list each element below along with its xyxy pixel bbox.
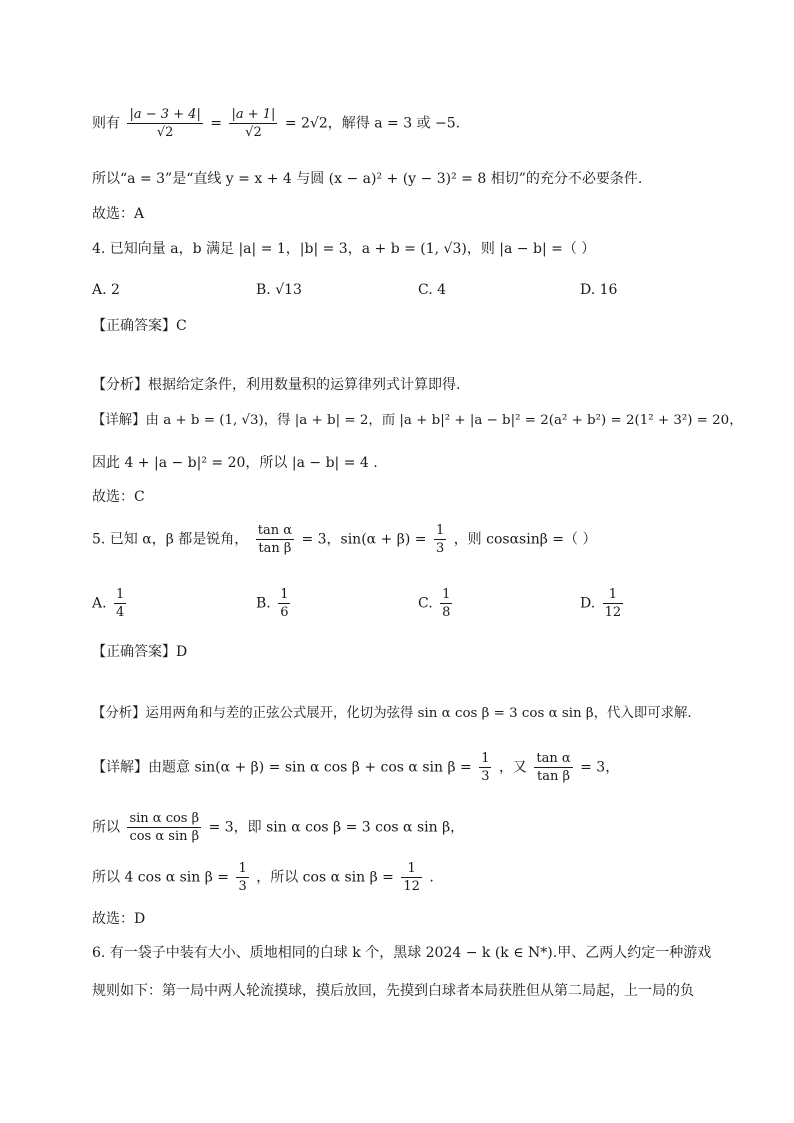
q5-choose: 故选：D	[92, 911, 146, 927]
q5-option-b: B. $\frac{1}{6}$	[256, 587, 289, 620]
q4-option-a: A. 2	[92, 282, 120, 298]
q6-line-1: 6. 有一袋子中装有大小、质地相同的白球 k 个，黑球 2024 − k (k ∈ N*).甲、乙两人约定一种游戏	[92, 945, 712, 961]
q4-answer: 【正确答案】C	[92, 318, 187, 334]
q4-option-b: B. √13	[256, 282, 302, 298]
q5-detail-3: 所以 4 cos α sin β = $\frac{1}{3}$ ，所以 cos α sin β = $\frac{1}{12}$ .	[92, 861, 434, 894]
q5-detail-2: 所以 $\frac{\text{sin α cos β}}{\text{cos α sin β}}$ = 3，即 sin α cos β = 3 cos α sin β，	[92, 811, 465, 844]
q5-answer: 【正确答案】D	[92, 644, 188, 660]
fraction: $\frac{|a - 3 + 4|}{√2}$	[129, 107, 201, 140]
q6-line-2: 规则如下：第一局中两人轮流摸球，摸后放回，先摸到白球者本局获胜但从第二局起，上一局的负	[92, 983, 694, 999]
q5-detail-1: 【详解】由题意 sin(α + β) = sin α cos β + cos α sin β = $\frac{1}{3}$ ，又 $\frac{\text{tan α}}{\text{tan β}}$ = 3，	[92, 751, 620, 784]
q5-option-c: C. $\frac{1}{8}$	[418, 587, 451, 620]
fraction: $\frac{|a + 1|}{√2}$	[231, 107, 276, 140]
fraction: $\frac{1}{3}$	[435, 523, 445, 556]
q3-choose: 故选：A	[92, 206, 145, 222]
q3-conclusion-line: 则有 $\frac{|a - 3 + 4|}{√2}$ = $\frac{|a + 1|}{√2}$ = 2√2，解得 a = 3 或 −5.	[92, 107, 461, 140]
q3-condition-line: 所以“a = 3”是“直线 y = x + 4 与圆 (x − a)² + (y − 3)² = 8 相切”的充分不必要条件.	[92, 171, 643, 187]
q5-analysis: 【分析】运用两角和与差的正弦公式展开，化切为弦得 sin α cos β = 3 cos α sin β，代入即可求解.	[92, 706, 692, 721]
fraction: $\frac{\text{tan α}}{\text{tan β}}$	[257, 523, 292, 556]
q5-option-a: A. $\frac{1}{4}$	[92, 587, 125, 620]
q4-option-d: D. 16	[580, 282, 618, 298]
q4-detail: 【详解】由 a + b = (1, √3)，得 |a + b| = 2，而 |a + b|² + |a − b|² = 2(a² + b²) = 2(1² + 3²) = 20，	[92, 413, 743, 428]
q4-option-c: C. 4	[418, 282, 447, 298]
q5-stem: 5. 已知 α，β 都是锐角， $\frac{\text{tan α}}{\text{tan β}}$ = 3，sin(α + β) = $\frac{1}{3}$ ，则 cosαsinβ =（ ）	[92, 523, 597, 556]
q5-option-d: D. $\frac{1}{12}$	[580, 587, 622, 620]
q4-stem: 4. 已知向量 a，b 满足 |a| = 1，|b| = 3，a + b = (1, √3)，则 |a − b| =（ ）	[92, 241, 596, 257]
q4-analysis: 【分析】根据给定条件，利用数量积的运算律列式计算即得.	[92, 377, 461, 393]
q4-choose: 故选：C	[92, 489, 145, 505]
q4-detail-2: 因此 4 + |a − b|² = 20，所以 |a − b| = 4 .	[92, 455, 378, 471]
